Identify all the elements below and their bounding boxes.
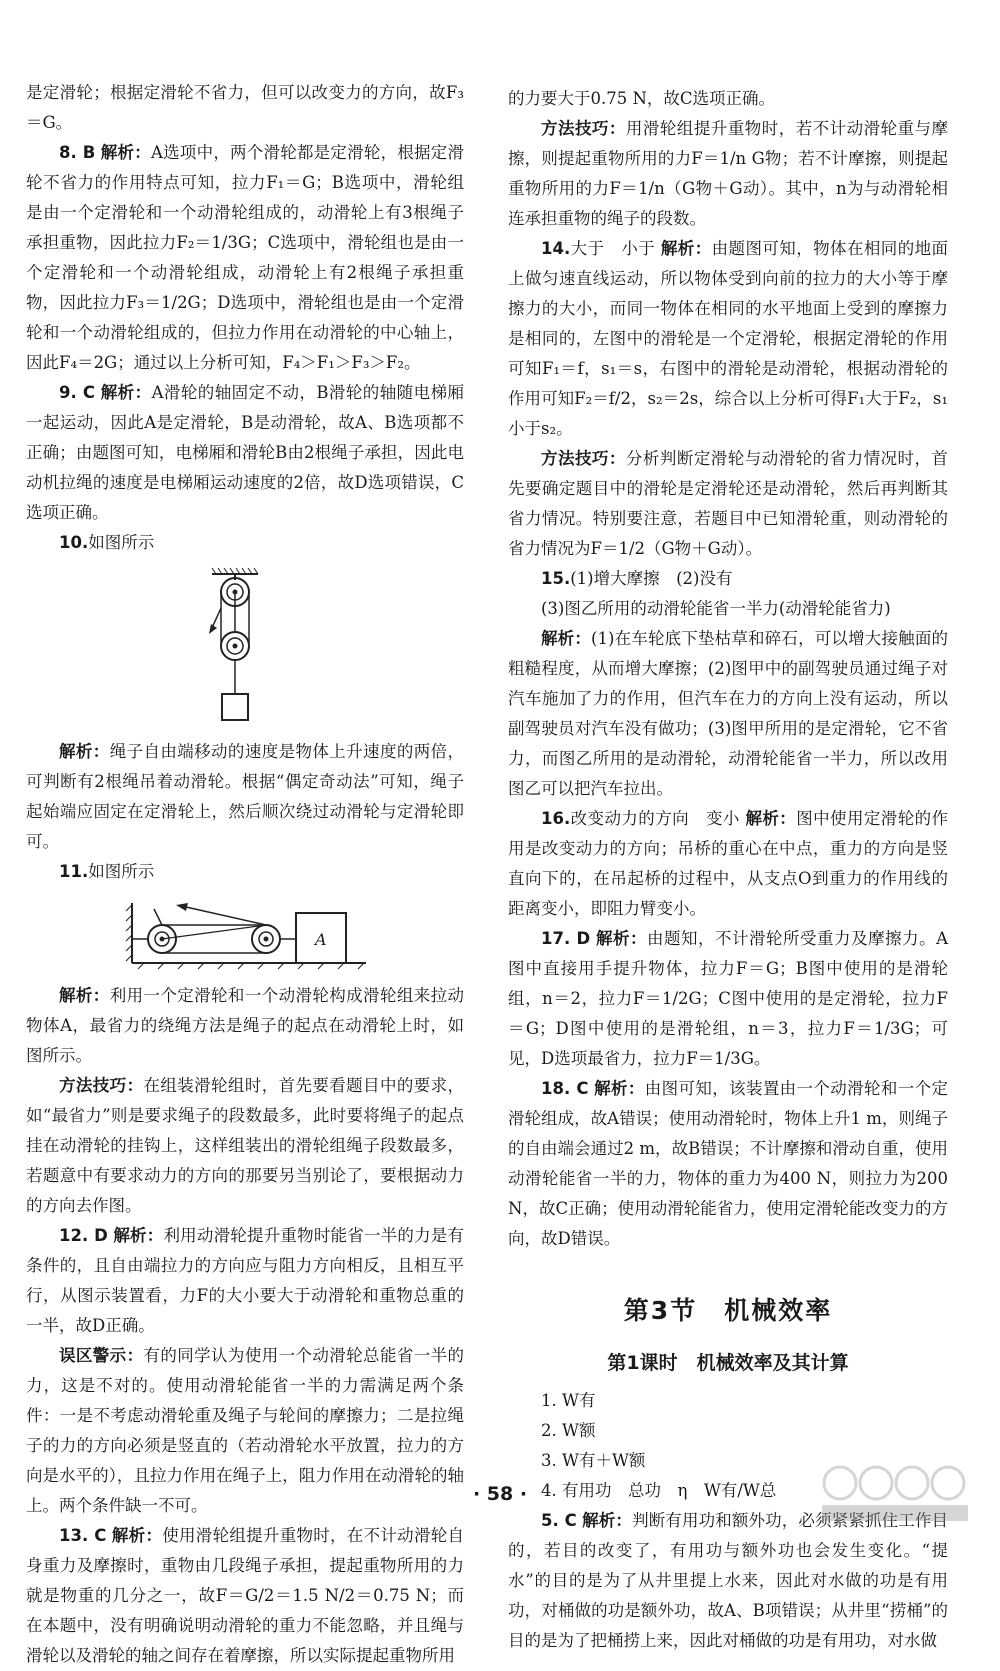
answer-1: 1. W有 [541, 1391, 596, 1410]
answer-10: 10.如图所示 [59, 533, 155, 552]
answer-12: 12. D 解析：利用动滑轮提升重物时能省一半的力是有条件的，且自由端拉力的方向应与阻力方向相反，且相互平行，从图示装置看，力F的大小要大于动滑轮和重物总重的一半，故D正确。 [26, 1226, 465, 1335]
page-number: · 58 · [472, 1483, 528, 1505]
explanation-11: 解析：利用一个定滑轮和一个动滑轮构成滑轮组来拉动物体A，最省力的绕绳方法是绳子的起点在动滑轮上时，如图所示。 [26, 986, 465, 1065]
lesson-title: 第1课时 机械效率及其计算 [607, 1352, 849, 1374]
answer-16: 16.改变动力的方向 变小 解析：图中使用定滑轮的作用是改变动力的方向；吊桥的重心在中点，重力的方向是竖直向下的，在吊起桥的过程中，从支点O到重力的作用线的距离变小，即阻力臂变小。 [508, 809, 949, 918]
section-title: 第3节 机械效率 [623, 1296, 833, 1325]
answer-3: 3. W有＋W额 [541, 1451, 646, 1470]
answer-13: 13. C 解析：使用滑轮组提升重物时，在不计动滑轮自身重力及摩擦时，重物由几段绳子承担，提起重物所用的力就是物重的几分之一，故F＝G/2＝1.5 N/2＝0.75 N；而在本题中，没有明确说明动滑轮的重力不能忽略，并且绳与滑轮以及滑轮的轴之间存在着摩擦，所以实际提起重物所用 [26, 1526, 465, 1665]
answer-14: 14.大于 小于 解析：由题图可知，物体在相同的地面上做匀速直线运动，所以物体受到向前的拉力的大小等于摩擦力的大小，而同一物体在相同的水平地面上受到的摩擦力是相同的，左图中的滑轮是一个定滑轮，根据定滑轮的作用可知F₁＝f，s₁＝s，右图中的滑轮是动滑轮，根据动滑轮的作用可知F₂＝f/2，s₂＝2s，综合以上分析可得F₁大于F₂，s₁小于s₂。 [508, 239, 949, 438]
explanation-10: 解析：绳子自由端移动的速度是物体上升速度的两倍，可判断有2根绳吊着动滑轮。根据“偶定奇动法”可知，绳子起始端应固定在定滑轮上，然后顺次绕过动滑轮与定滑轮即可。 [26, 742, 465, 851]
answer-9: 9. C 解析：A滑轮的轴固定不动，B滑轮的轴随电梯厢一起运动，因此A是定滑轮，B是动滑轮，故A、B选项都不正确；由题图可知，电梯厢和滑轮B由2根绳子承担，因此电动机拉绳的速度是电梯厢运动速度的2倍，故D选项错误，C选项正确。 [26, 383, 465, 522]
answer-11: 11.如图所示 [59, 862, 155, 881]
pulley-figure-10 [26, 564, 464, 729]
watermark-logo [820, 1453, 970, 1523]
left-column [26, 78, 464, 1671]
answer-5: 5. C 解析：判断有用功和额外功，必须紧紧抓住工作目的，若目的改变了，有用功与额外功也会发生变化。“提水”的目的是为了从井里提上水来，因此对水做的功是有用功，对桶做的功是额外功，故A、B项错误；从井里“捞桶”的目的是为了把桶捞上来，因此对桶做的功是有用功，对水做 [508, 1511, 949, 1650]
block-label: A [315, 930, 327, 949]
misconception-warning: 误区警示：有的同学认为使用一个动滑轮总能省一半的力，这是不对的。使用动滑轮能省一半的力需满足两个条件：一是不考虑动滑轮重及绳子与轮间的摩擦力；二是拉绳子的力的方向必须是竖直的（若动滑轮水平放置，拉力的方向是水平的），且拉力作用在绳子上，阻力作用在动滑轮的轴上。两个条件缺一不可。 [26, 1346, 465, 1515]
right-column [508, 84, 948, 1656]
paragraph: 是定滑轮；根据定滑轮不省力，但可以改变力的方向，故F₃＝G。 [26, 83, 464, 132]
method-tip-1: 方法技巧：在组装滑轮组时，首先要看题目中的要求，如“最省力”则是要求绳子的段数最多，此时要将绳子的起点挂在动滑轮的挂钩上，这样组装出的滑轮组绳子段数最多，若题意中有要求动力的方向的那要另当别论了，要根据动力的方向去作图。 [26, 1076, 465, 1215]
answer-18: 18. C 解析：由图可知，该装置由一个动滑轮和一个定滑轮组成，故A错误；使用动滑轮时，物体上升1 m，则绳子的自由端会通过2 m，故B错误；不计摩擦和滑动自重，使用动滑轮能省一半的力，物体的重力为400 N，则拉力为200 N，故C正确；使用动滑轮能省力，使用定滑轮能改变力的方向，故D错误。 [508, 1079, 949, 1248]
answer-17: 17. D 解析：由题知，不计滑轮所受重力及摩擦力。A图中直接用手提升物体，拉力F＝G；B图中使用的是滑轮组，n＝2，拉力F＝1/2G；C图中使用的是定滑轮，拉力F＝G；D图中使用的是滑轮组，n＝3，拉力F＝1/3G；可见，D选项最省力，拉力F＝1/3G。 [508, 929, 949, 1068]
answer-8: 8. B 解析：A选项中，两个滑轮都是定滑轮，根据定滑轮不省力的作用特点可知，拉力F₁＝G；B选项中，滑轮组是由一个定滑轮和一个动滑轮组成的，动滑轮上有3根绳子承担重物，因此拉力F₂＝1/3G；C选项中，滑轮组也是由一个定滑轮和一个动滑轮组成，动滑轮上有2根绳子承担重物，因此拉力F₃＝1/2G；D选项中，滑轮组也是由一个定滑轮和一个动滑轮组成的，但拉力作用在动滑轮的中心轴上，因此F₄＝2G；通过以上分析可知，F₄＞F₁＞F₃＞F₂。 [26, 143, 465, 372]
method-tip-2: 方法技巧：用滑轮组提升重物时，若不计动滑轮重与摩擦，则提起重物所用的力F＝1/n G物；若不计摩擦，则提起重物所用的力F＝1/n（G物＋G动）。其中，n为与动滑轮相连承担重物的绳子的段数。 [508, 119, 949, 228]
answer-15-part3: (3)图乙所用的动滑轮能省一半力(动滑轮能省力) [541, 599, 891, 618]
pulley-figure-11 [26, 893, 464, 973]
explanation-15: 解析：(1)在车轮底下垫枯草和碎石，可以增大接触面的粗糙程度，从而增大摩擦；(2)图甲中的副驾驶员通过绳子对汽车施加了力的作用，但汽车在力的方向上没有运动，所以副驾驶员对汽车没有做功；(3)图甲所用的是定滑轮，它不省力，而图乙所用的是动滑轮，动滑轮能省一半力，所以改用图乙可以把汽车拉出。 [508, 629, 949, 798]
answer-4: 4. 有用功 总功 η W有/W总 [541, 1481, 777, 1500]
paragraph: 的力要大于0.75 N，故C选项正确。 [508, 89, 776, 108]
method-tip-3: 方法技巧：分析判断定滑轮与动滑轮的省力情况时，首先要确定题目中的滑轮是定滑轮还是动滑轮，然后再判断其省力情况。特别要注意，若题目中已知滑轮重，则动滑轮的省力情况为F＝1/2（G物＋G动）。 [508, 449, 949, 558]
answer-2: 2. W额 [541, 1421, 596, 1440]
answer-15: 15.(1)增大摩擦 (2)没有 [541, 569, 733, 588]
